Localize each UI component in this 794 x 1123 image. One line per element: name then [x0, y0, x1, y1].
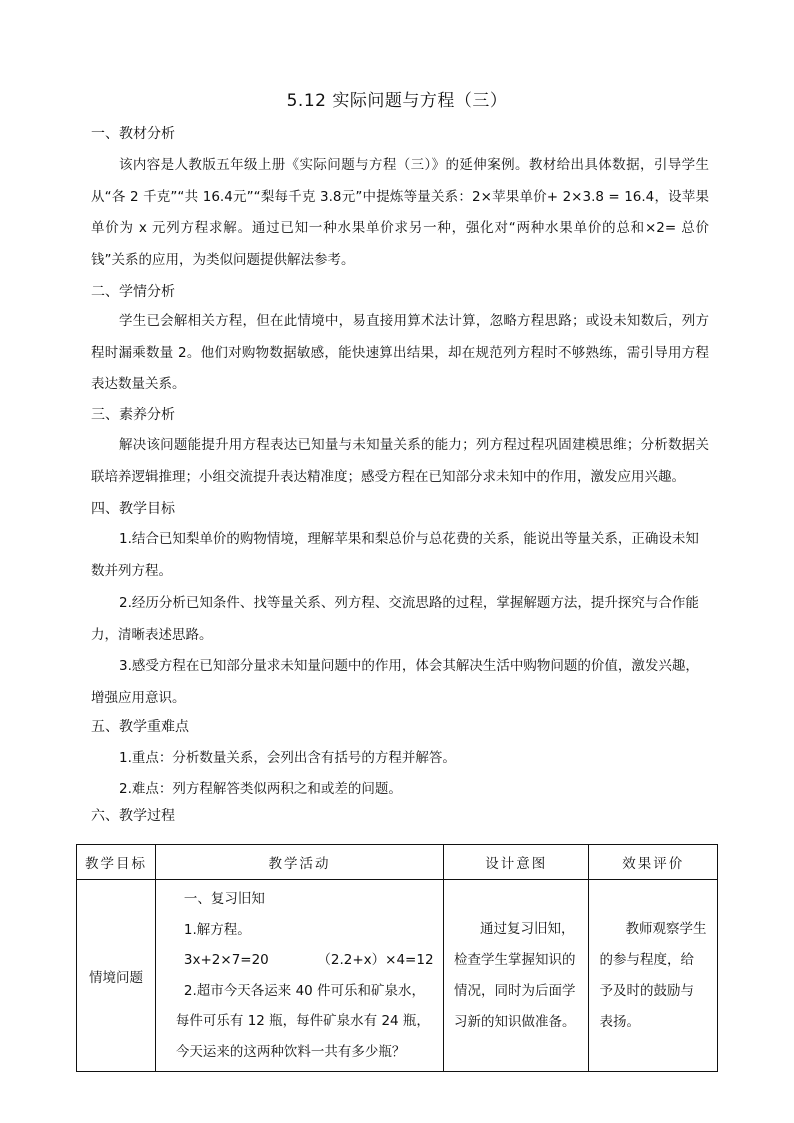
objective-item: 1.结合已知梨单价的购物情境，理解苹果和梨总价与总花费的关系，能说出等量关系，正确设未知数并列方程。: [91, 531, 699, 579]
header-activity: 教学活动: [155, 845, 443, 880]
document-title: 5.12 实际问题与方程（三）: [286, 91, 508, 111]
key-point-item: 1.重点：分析数量关系，会列出含有括号的方程并解答。: [119, 750, 456, 766]
section-heading-literacy: 三、素养分析: [91, 407, 175, 423]
table-row: [77, 880, 718, 1072]
activity-task: 1.解方程。: [183, 921, 251, 938]
activity-heading: 一、复习旧知: [183, 891, 265, 907]
cell-activity: [155, 880, 443, 1072]
objective-item: 3.感受方程在已知部分量求未知量问题中的作用，体会其解决生活中购物问题的价值，激发兴趣，增强应用意识。: [91, 658, 699, 706]
objective-item: 2.经历分析已知条件、找等量关系、列方程、交流思路的过程，掌握解题方法，提升探究与合作能力，清晰表述思路。: [91, 595, 699, 643]
equation: （2.2+x）×4=12: [317, 952, 434, 968]
section-text-materials: 该内容是人教版五年级上册《实际问题与方程（三）》的延伸案例。教材给出具体数据，引导学生从“各 2 千克”“共 16.4元”“梨每千克 3.8元”中提炼等量关系：2×苹果单价+ 2×3.8 = 16.4，设苹果单价为 x 元列方程求解。通过已知一种水果单价求另一种，强化对“两种水果单价的总和×2= 总价钱”关系的应用，为类似问题提供解法参考。: [91, 157, 709, 268]
cell-intent: 通过复习旧知，检查学生掌握知识的情况，同时为后面学习新的知识做准备。: [444, 880, 589, 1072]
header-intent: 设计意图: [444, 845, 589, 880]
section-heading-key-points: 五、教学重难点: [91, 719, 189, 735]
header-goal: 教学目标: [77, 845, 156, 880]
header-effect: 效果评价: [589, 845, 718, 880]
section-heading-materials: 一、教材分析: [91, 126, 175, 142]
section-text-literacy: 解决该问题能提升用方程表达已知量与未知量关系的能力；列方程过程巩固建模思维；分析数据关联培养逻辑推理；小组交流提升表达精准度；感受方程在已知部分求未知中的作用，激发应用兴趣。: [91, 437, 709, 485]
section-heading-process: 六、教学过程: [91, 808, 175, 824]
section-heading-objectives: 四、教学目标: [91, 501, 175, 517]
equation: 3x+2×7=20: [183, 952, 269, 968]
activity-word-problem: 2.超市今天各运来 40 件可乐和矿泉水，每件可乐有 12 瓶，每件矿泉水有 24 瓶，今天运来的这两种饮料一共有多少瓶？: [175, 982, 430, 1060]
table-header-row: [77, 845, 718, 880]
activity-equations: [176, 945, 437, 976]
section-text-students: 学生已会解相关方程，但在此情境中，易直接用算术法计算，忽略方程思路；或设未知数后，列方程时漏乘数量 2。他们对购物数据敏感，能快速算出结果，却在规范列方程时不够熟练，需引导用方程表达数量关系。: [91, 313, 709, 392]
teaching-process-table: [76, 844, 718, 1072]
cell-effect: 教师观察学生的参与程度，给予及时的鼓励与表扬。: [589, 880, 718, 1072]
cell-goal: 情境问题: [77, 880, 156, 1072]
key-point-item: 2.难点：列方程解答类似两积之和或差的问题。: [119, 781, 402, 797]
section-heading-students: 二、学情分析: [91, 284, 175, 300]
